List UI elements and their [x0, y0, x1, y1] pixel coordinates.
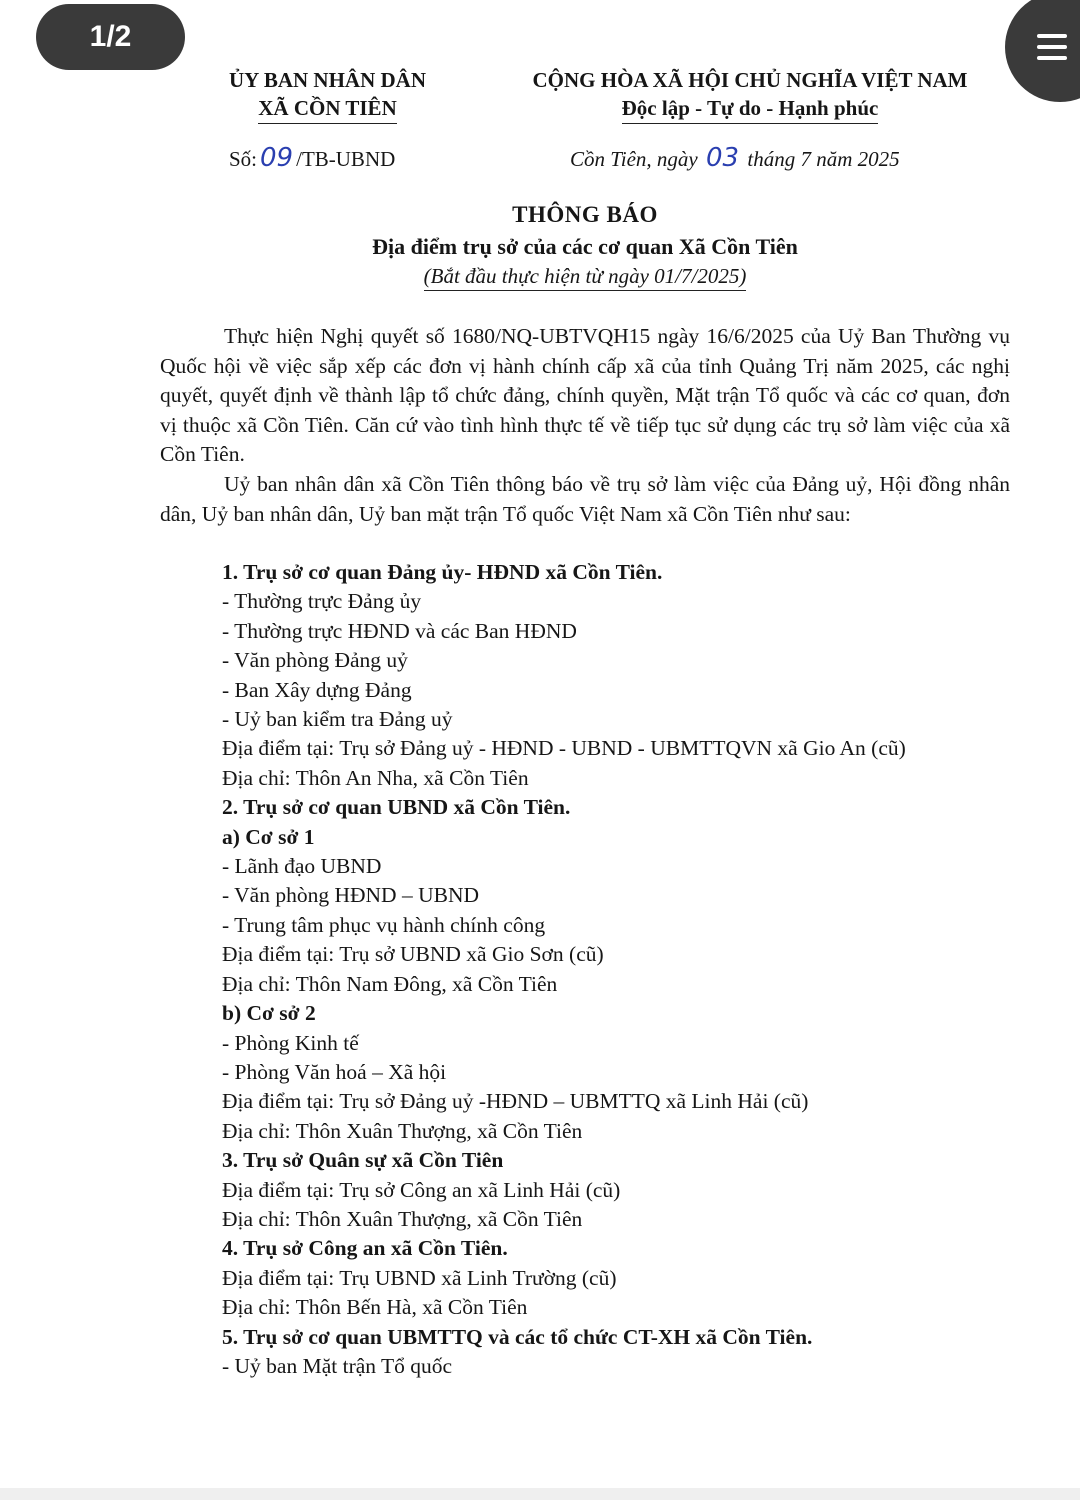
- list-item: Địa điểm tại: Trụ sở Đảng uỷ -HĐND – UBMTTQ xã Linh Hải (cũ): [222, 1089, 809, 1114]
- number-prefix: Số:: [229, 147, 258, 171]
- body-paragraph-2: Uỷ ban nhân dân xã Cồn Tiên thông báo về trụ sở làm việc của Đảng uỷ, Hội đồng nhân dân, Uỷ ban nhân dân, Uỷ ban mặt trận Tổ quốc Việt Nam xã Cồn Tiên như sau:: [160, 471, 1010, 526]
- body-paragraph-1: Thực hiện Nghị quyết số 1680/NQ-UBTVQH15 ngày 16/6/2025 của Uỷ Ban Thường vụ Quốc hội về việc sắp xếp các đơn vị hành chính cấp xã của tỉnh Quảng Trị năm 2025, các nghị quyết, quyết định về thành lập tổ chức đảng, chính quyền, Mặt trận Tổ quốc và các cơ quan, đơn vị thuộc xã Cồn Tiên. Căn cứ vào tình hình thực tế về tiếp tục sử dụng các trụ sở làm việc của xã Cồn Tiên.: [160, 324, 1010, 467]
- list-item: - Phòng Kinh tế: [222, 1030, 359, 1055]
- list-item: Địa điểm tại: Trụ sở UBND xã Gio Sơn (cũ): [222, 942, 604, 967]
- document-body: [160, 322, 1010, 529]
- section-heading: a) Cơ sở 1: [222, 824, 315, 849]
- section-heading: 2. Trụ sở cơ quan UBND xã Cồn Tiên.: [222, 795, 571, 820]
- number-suffix: /TB-UBND: [296, 147, 396, 171]
- list-item: - Văn phòng Đảng uỷ: [222, 648, 408, 673]
- effective-date-text: (Bắt đầu thực hiện từ ngày 01/7/2025): [424, 264, 747, 291]
- list-item: Địa chỉ: Thôn An Nha, xã Cồn Tiên: [222, 765, 529, 790]
- authority-line-1: ỦY BAN NHÂN DÂN: [229, 68, 426, 92]
- issuing-authority: [200, 66, 455, 124]
- list-item: Địa điểm tại: Trụ sở Đảng uỷ - HĐND - UBND - UBMTTQVN xã Gio An (cũ): [222, 736, 906, 761]
- list-item: - Ban Xây dựng Đảng: [222, 677, 412, 702]
- country-name: CỘNG HÒA XÃ HỘI CHỦ NGHĨA VIỆT NAM: [532, 68, 968, 92]
- document-subject: Địa điểm trụ sở của các cơ quan Xã Cồn Tiên: [372, 234, 798, 259]
- list-item: - Thường trực Đảng ủy: [222, 589, 422, 614]
- handwritten-day: 03: [706, 143, 740, 173]
- section-heading: 5. Trụ sở cơ quan UBMTTQ và các tổ chức CT-XH xã Cồn Tiên.: [222, 1324, 813, 1349]
- date-prefix: Cồn Tiên, ngày: [570, 147, 698, 171]
- section-heading: 1. Trụ sở cơ quan Đảng ủy- HĐND xã Cồn Tiên.: [222, 560, 663, 584]
- list-item: - Thường trực HĐND và các Ban HĐND: [222, 618, 577, 643]
- document-number: [229, 143, 395, 173]
- authority-line-2: XÃ CỒN TIÊN: [258, 94, 396, 124]
- handwritten-number: 09: [260, 143, 294, 173]
- document-date: [570, 143, 900, 173]
- list-item: Địa chỉ: Thôn Bến Hà, xã Cồn Tiên: [222, 1295, 528, 1320]
- document-title: THÔNG BÁO: [512, 202, 658, 227]
- list-item: - Phòng Văn hoá – Xã hội: [222, 1059, 447, 1084]
- list-item: Địa chỉ: Thôn Xuân Thượng, xã Cồn Tiên: [222, 1206, 583, 1231]
- motto: Độc lập - Tự do - Hạnh phúc: [622, 94, 879, 124]
- list-item: - Uỷ ban kiểm tra Đảng uỷ: [222, 707, 453, 732]
- effective-date: [140, 264, 1030, 291]
- section-heading: 3. Trụ sở Quân sự xã Cồn Tiên: [222, 1148, 504, 1173]
- national-motto: [500, 66, 1000, 124]
- list-item: Địa điểm tại: Trụ UBND xã Linh Trường (cũ): [222, 1265, 617, 1290]
- list-item: - Văn phòng HĐND – UBND: [222, 883, 479, 908]
- list-item: - Trung tâm phục vụ hành chính công: [222, 912, 546, 937]
- office-list: [222, 558, 906, 1381]
- list-item: - Uỷ ban Mặt trận Tổ quốc: [222, 1353, 453, 1378]
- menu-button[interactable]: [1005, 0, 1080, 102]
- hamburger-menu-icon: [1037, 33, 1067, 61]
- page-indicator: 1/2: [36, 4, 185, 70]
- list-item: Địa chỉ: Thôn Xuân Thượng, xã Cồn Tiên: [222, 1118, 583, 1143]
- section-heading: b) Cơ sở 2: [222, 1001, 316, 1026]
- page-bottom-edge: [0, 1488, 1080, 1500]
- list-item: Địa điểm tại: Trụ sở Công an xã Linh Hải (cũ): [222, 1177, 621, 1202]
- section-heading: 4. Trụ sở Công an xã Cồn Tiên.: [222, 1236, 508, 1261]
- list-item: Địa chỉ: Thôn Nam Đông, xã Cồn Tiên: [222, 971, 558, 996]
- date-suffix: tháng 7 năm 2025: [747, 147, 900, 171]
- list-item: - Lãnh đạo UBND: [222, 854, 382, 879]
